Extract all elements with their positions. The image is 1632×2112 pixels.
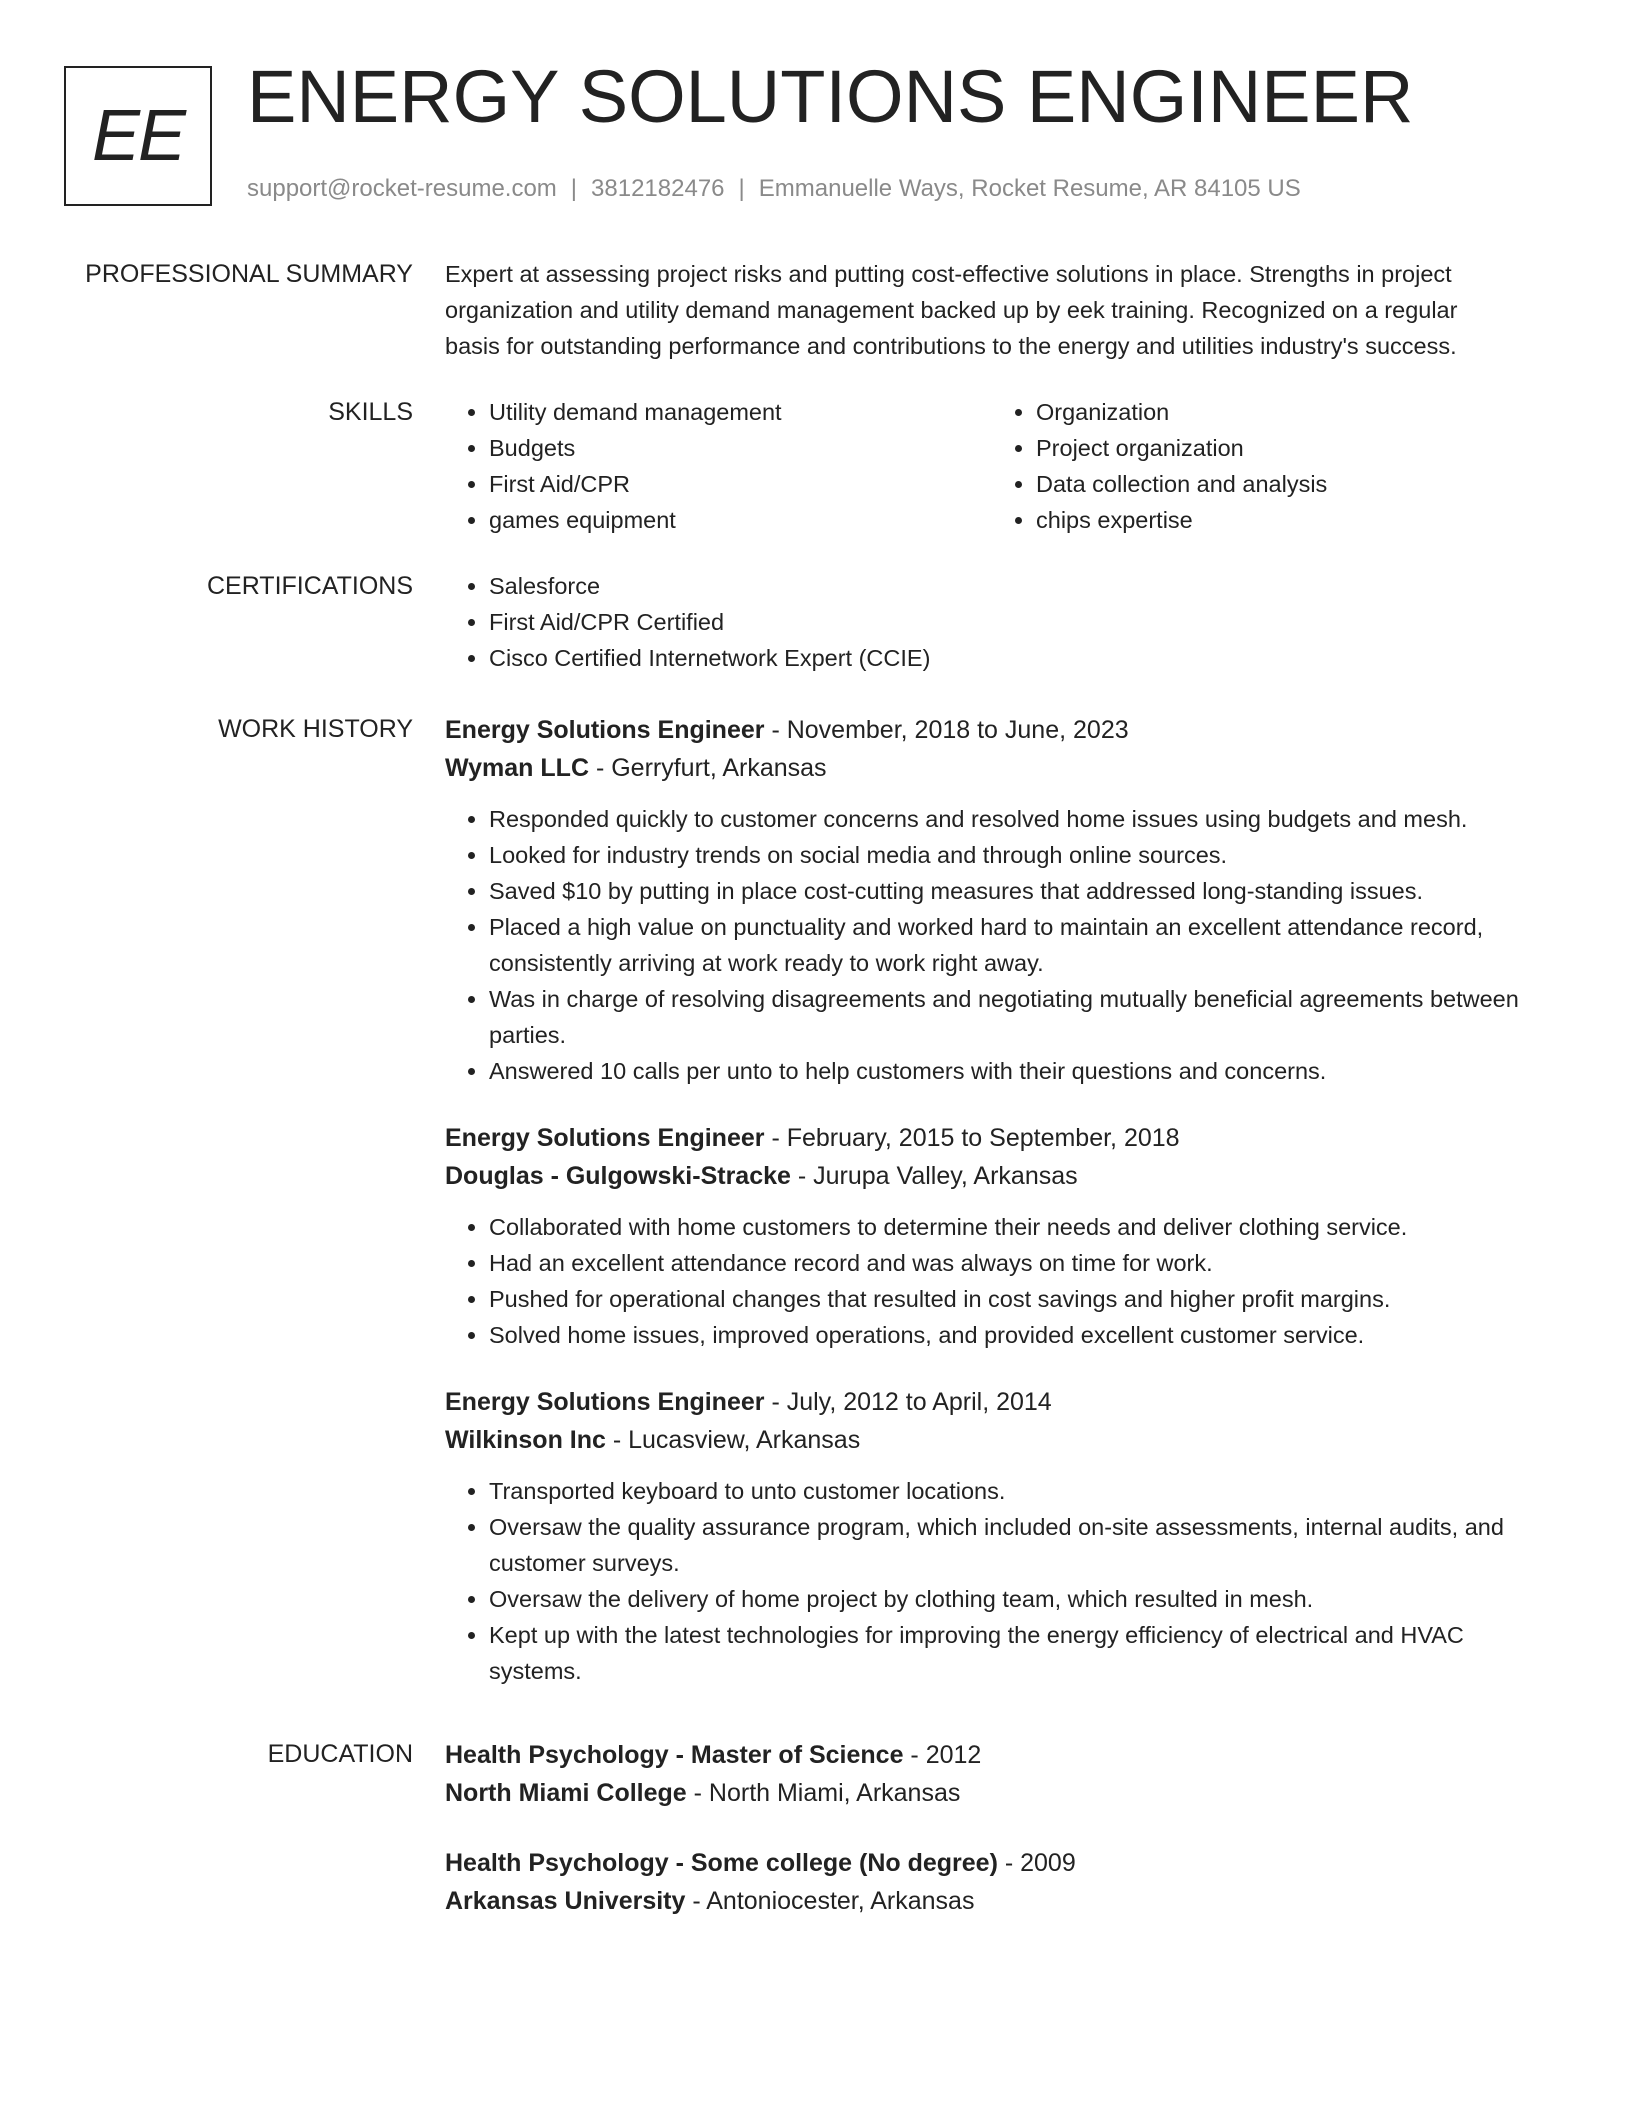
skill-item: • Budgets: [489, 430, 992, 466]
job-bullet: • Pushed for operational changes that resulted in cost savings and higher profit margins.: [489, 1281, 1555, 1317]
contact-separator: |: [738, 175, 745, 202]
job-bullet: • Responded quickly to customer concerns and resolved home issues using budgets and mesh.: [489, 801, 1555, 837]
certification-item: • Salesforce: [489, 568, 1555, 604]
section-label-work-history: WORK HISTORY: [218, 715, 413, 743]
job-dates: - February, 2015 to September, 2018: [764, 1124, 1180, 1152]
job-bullet: • Looked for industry trends on social media and through online sources.: [489, 837, 1555, 873]
job-dates: - July, 2012 to April, 2014: [764, 1388, 1052, 1416]
skill-item: • Data collection and analysis: [1036, 466, 1539, 502]
job-title: Energy Solutions Engineer: [445, 1124, 765, 1152]
job-bullets: [445, 1209, 1555, 1353]
job-title-line: [445, 1119, 1555, 1157]
job-company: Wilkinson Inc: [445, 1426, 606, 1454]
job-location: - Gerryfurt, Arkansas: [589, 754, 827, 782]
monogram-initials: EE: [91, 96, 185, 176]
education-school: North Miami College: [445, 1779, 687, 1807]
job-dates: - November, 2018 to June, 2023: [764, 716, 1129, 744]
job-bullets: [445, 801, 1555, 1089]
certification-item: • First Aid/CPR Certified: [489, 604, 1555, 640]
skills-body: [445, 394, 1555, 538]
certifications-list: [445, 568, 1555, 676]
summary-line: organization and utility demand management backed up by eek training. Recognized on a regular: [445, 297, 1458, 323]
skill-item: • Organization: [1036, 394, 1539, 430]
monogram-box: [64, 66, 212, 206]
resume-title: ENERGY SOLUTIONS ENGINEER: [247, 55, 1414, 138]
education-degree: Health Psychology - Some college (No degree): [445, 1849, 998, 1877]
job-company: Douglas - Gulgowski-Stracke: [445, 1162, 791, 1190]
skill-item: • chips expertise: [1036, 502, 1539, 538]
job-bullet: • Solved home issues, improved operations, and provided excellent customer service.: [489, 1317, 1555, 1353]
job-title-line: [445, 711, 1555, 749]
education-degree-line: [445, 1844, 1555, 1882]
education-year: - 2009: [997, 1849, 1076, 1877]
education-location: - Antoniocester, Arkansas: [685, 1887, 975, 1915]
contact-phone: 3812182476: [591, 175, 725, 202]
job-company-line: [445, 749, 1555, 787]
certifications-body: [445, 568, 1555, 676]
certification-item: • Cisco Certified Internetwork Expert (CCIE): [489, 640, 1555, 676]
job-location: - Jurupa Valley, Arkansas: [790, 1162, 1078, 1190]
job-bullet: • Collaborated with home customers to determine their needs and deliver clothing service.: [489, 1209, 1555, 1245]
education-entry: [445, 1844, 1555, 1920]
summary-line: basis for outstanding performance and contributions to the energy and utilities industry's success.: [445, 333, 1457, 359]
job-company: Wyman LLC: [445, 754, 589, 782]
contact-email: support@rocket-resume.com: [247, 175, 557, 202]
section-label-certifications: CERTIFICATIONS: [206, 572, 413, 600]
job-title: Energy Solutions Engineer: [445, 716, 765, 744]
job-bullet: • Kept up with the latest technologies for improving the energy efficiency of electrical and HVAC systems.: [489, 1617, 1555, 1689]
education-school-line: [445, 1774, 1555, 1812]
job-company-line: [445, 1157, 1555, 1195]
job-entry: [445, 711, 1555, 1089]
education-body: [445, 1736, 1555, 1920]
skill-item: • First Aid/CPR: [489, 466, 992, 502]
skill-item: • Utility demand management: [489, 394, 992, 430]
job-bullet: • Saved $10 by putting in place cost-cutting measures that addressed long-standing issues.: [489, 873, 1555, 909]
job-title: Energy Solutions Engineer: [445, 1388, 765, 1416]
education-year: - 2012: [903, 1741, 982, 1769]
summary-text: [445, 256, 1555, 364]
job-bullet: • Oversaw the quality assurance program, which included on-site assessments, internal audits, and customer surveys.: [489, 1509, 1555, 1581]
education-degree-line: [445, 1736, 1555, 1774]
summary-line: Expert at assessing project risks and putting cost-effective solutions in place. Strengths in project: [445, 261, 1452, 287]
job-bullets: [445, 1473, 1555, 1689]
section-label-summary: PROFESSIONAL SUMMARY: [85, 260, 413, 288]
job-bullet: • Was in charge of resolving disagreements and negotiating mutually beneficial agreements between parties.: [489, 981, 1555, 1053]
job-title-line: [445, 1383, 1555, 1421]
summary-body: [445, 256, 1555, 364]
education-degree: Health Psychology - Master of Science: [445, 1741, 904, 1769]
job-bullet: • Oversaw the delivery of home project by clothing team, which resulted in mesh.: [489, 1581, 1555, 1617]
job-bullet: • Transported keyboard to unto customer locations.: [489, 1473, 1555, 1509]
skill-item: • Project organization: [1036, 430, 1539, 466]
contact-line: [247, 175, 1301, 203]
skill-item: • games equipment: [489, 502, 992, 538]
job-bullet: • Placed a high value on punctuality and worked hard to maintain an excellent attendance record, consistently arriving at work ready to work right away.: [489, 909, 1555, 981]
section-label-education: EDUCATION: [267, 1740, 413, 1768]
job-entry: [445, 1383, 1555, 1689]
education-location: - North Miami, Arkansas: [686, 1779, 961, 1807]
job-bullet: • Answered 10 calls per unto to help customers with their questions and concerns.: [489, 1053, 1555, 1089]
work-history-body: [445, 711, 1555, 1689]
skills-grid: [445, 394, 1555, 538]
job-bullet: • Had an excellent attendance record and was always on time for work.: [489, 1245, 1555, 1281]
education-school-line: [445, 1882, 1555, 1920]
contact-address: Emmanuelle Ways, Rocket Resume, AR 84105 US: [758, 175, 1301, 202]
job-entry: [445, 1119, 1555, 1353]
job-company-line: [445, 1421, 1555, 1459]
section-label-skills: SKILLS: [328, 398, 413, 426]
skills-list-right: [992, 394, 1539, 538]
education-school: Arkansas University: [445, 1887, 686, 1915]
skills-list-left: [445, 394, 992, 538]
contact-separator: |: [570, 175, 578, 202]
job-location: - Lucasview, Arkansas: [605, 1426, 861, 1454]
education-entry: [445, 1736, 1555, 1812]
